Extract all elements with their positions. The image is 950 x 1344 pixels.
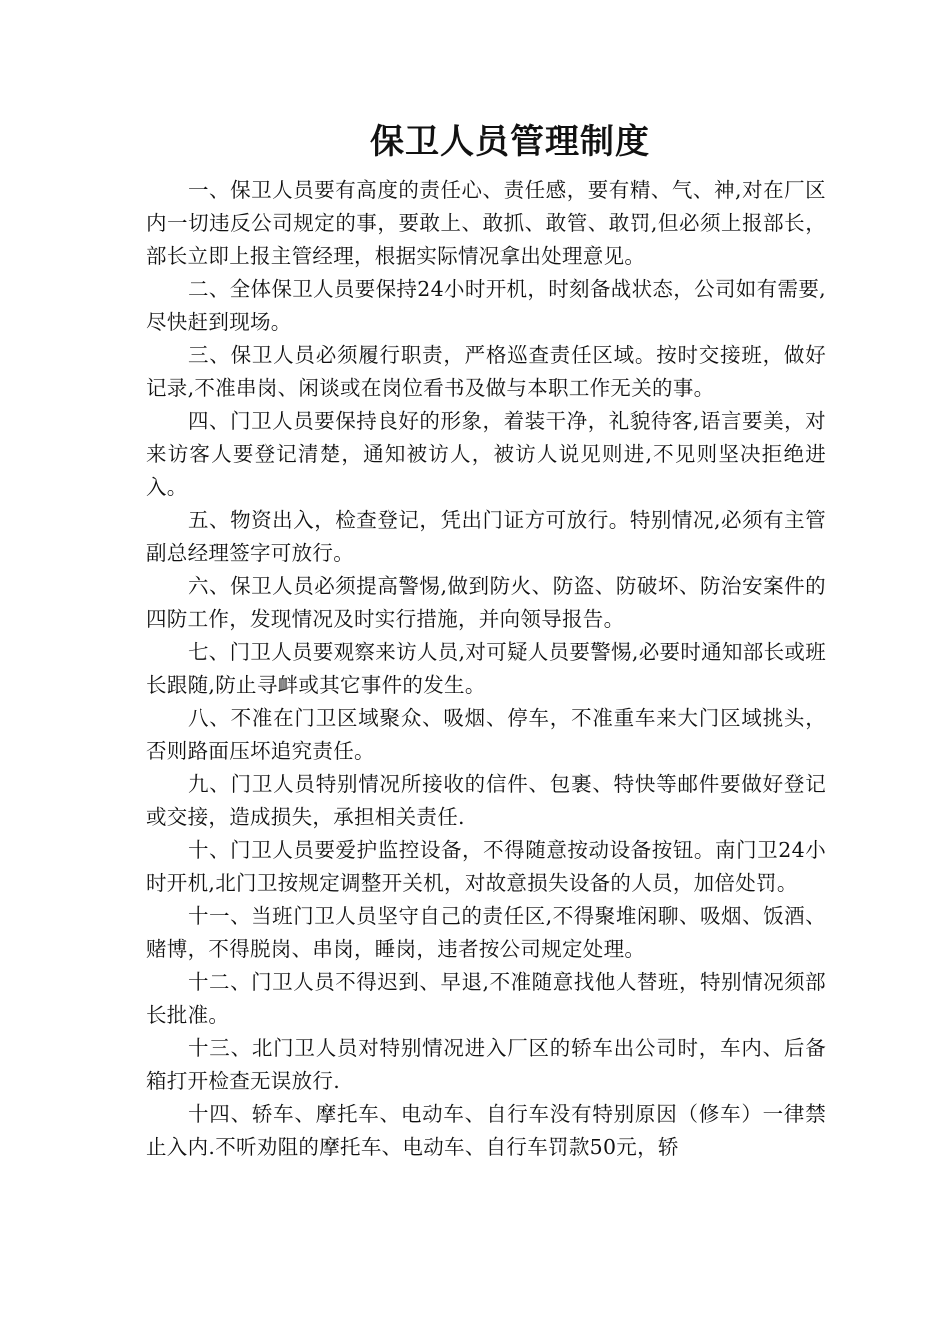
- document-title: 保卫人员管理制度: [370, 122, 650, 162]
- paragraph-8: 八、不准在门卫区域聚众、吸烟、停车，不准重车来大门区域挑头，否则路面压坏追究责任。: [146, 706, 826, 763]
- paragraph-11: 十一、当班门卫人员坚守自己的责任区,不得聚堆闲聊、吸烟、饭酒、赌博，不得脱岗、串岗，睡岗，违者按公司规定处理。: [146, 904, 826, 961]
- paragraph-14: 十四、轿车、摩托车、电动车、自行车没有特别原因（修车）一律禁止入内.不听劝阻的摩托车、电动车、自行车罚款50元，轿: [146, 1102, 826, 1159]
- paragraph-10: 十、门卫人员要爱护监控设备，不得随意按动设备按钮。南门卫24小时开机,北门卫按规定调整开关机，对故意损失设备的人员，加倍处罚。: [146, 838, 826, 895]
- paragraph-3: 三、保卫人员必须履行职责，严格巡查责任区域。按时交接班，做好记录,不准串岗、闲谈或在岗位看书及做与本职工作无关的事。: [146, 343, 826, 400]
- paragraph-12: 十二、门卫人员不得迟到、早退,不准随意找他人替班，特别情况须部长批准。: [146, 970, 826, 1027]
- paragraph-4: 四、门卫人员要保持良好的形象，着装干净，礼貌待客,语言要美，对来访客人要登记清楚，通知被访人，被访人说见则进,不见则坚决拒绝进入。: [146, 409, 826, 499]
- paragraph-13: 十三、北门卫人员对特别情况进入厂区的轿车出公司时，车内、后备箱打开检查无误放行.: [146, 1036, 826, 1093]
- paragraph-7: 七、门卫人员要观察来访人员,对可疑人员要警惕,必要时通知部长或班长跟随,防止寻衅或其它事件的发生。: [146, 640, 826, 697]
- paragraph-6: 六、保卫人员必须提高警惕,做到防火、防盗、防破坏、防治安案件的四防工作，发现情况及时实行措施，并向领导报告。: [146, 574, 826, 631]
- paragraph-2: 二、全体保卫人员要保持24小时开机，时刻备战状态，公司如有需要,尽快赶到现场。: [146, 277, 826, 334]
- document-body: [146, 174, 826, 1164]
- paragraph-5: 五、物资出入，检查登记，凭出门证方可放行。特别情况,必须有主管副总经理签字可放行。: [146, 508, 826, 565]
- paragraph-1: 一、保卫人员要有高度的责任心、责任感，要有精、气、神,对在厂区内一切违反公司规定的事，要敢上、敢抓、敢管、敢罚,但必须上报部长，部长立即上报主管经理，根据实际情况拿出处理意见。: [146, 178, 826, 268]
- paragraph-9: 九、门卫人员特别情况所接收的信件、包裹、特快等邮件要做好登记或交接，造成损失，承担相关责任.: [146, 772, 826, 829]
